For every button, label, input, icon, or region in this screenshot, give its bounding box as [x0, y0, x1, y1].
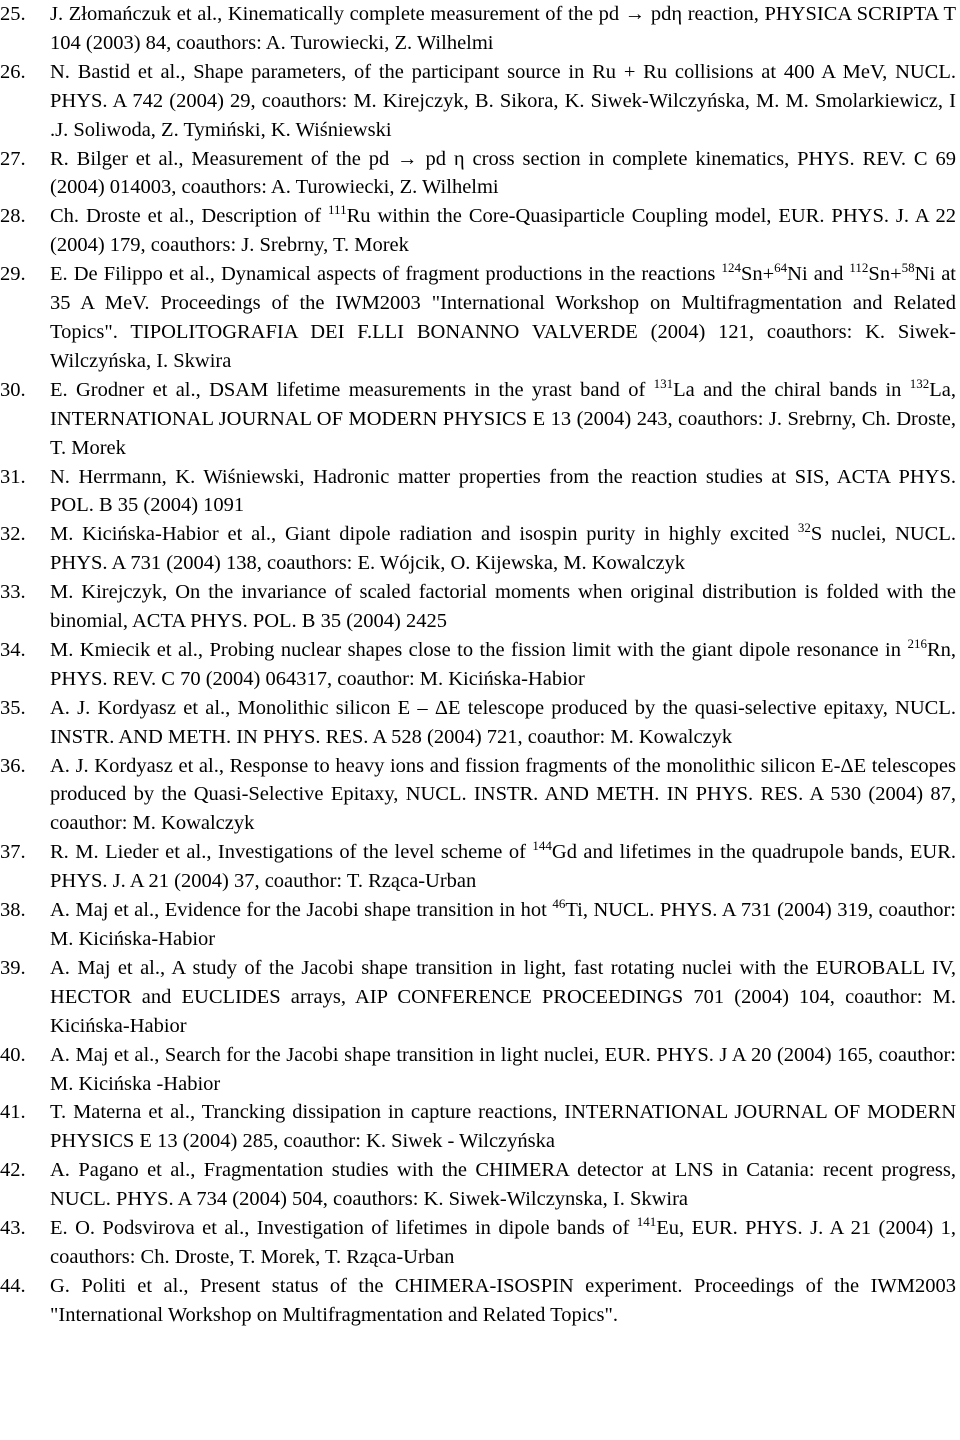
reference-item	[0, 636, 956, 694]
reference-number: 26.	[0, 60, 26, 83]
reference-number: 33.	[0, 581, 26, 604]
reference-item	[0, 463, 956, 521]
reference-text	[50, 578, 956, 636]
reference-number: 41.	[0, 1101, 26, 1124]
reference-number: 44.	[0, 1274, 26, 1297]
reference-number: 35.	[0, 696, 26, 719]
isotope-mass-number: 58	[901, 260, 915, 276]
isotope-mass-number: 144	[532, 838, 552, 854]
reference-text-segment: N. Herrmann, K. Wiśniewski, Hadronic matter properties from the reaction studies at SIS, ACTA PHYS. POL. B 35 (2004) 1091	[50, 465, 956, 517]
reference-item	[0, 1272, 956, 1330]
reference-number: 36.	[0, 754, 26, 777]
reference-text	[50, 376, 956, 463]
reference-item	[0, 0, 956, 58]
reference-number: 43.	[0, 1217, 26, 1240]
reference-text-segment: R. M. Lieder et al., Investigations of the level scheme of	[50, 841, 533, 864]
reference-item	[0, 1098, 956, 1156]
reference-text-segment: M. Kicińska-Habior et al., Giant dipole radiation and isospin purity in highly excited	[50, 523, 798, 546]
reference-item	[0, 954, 956, 1041]
isotope-mass-number: 111	[328, 202, 347, 218]
reference-number: 37.	[0, 841, 26, 864]
reference-text-segment: Ni and	[787, 263, 850, 286]
reference-number: 29.	[0, 263, 26, 286]
reference-number: 42.	[0, 1159, 26, 1182]
isotope-mass-number: 131	[653, 375, 674, 391]
reference-number: 30.	[0, 378, 26, 401]
reference-text	[50, 260, 956, 376]
reference-item	[0, 1214, 956, 1272]
reference-number: 38.	[0, 899, 26, 922]
reference-number: 32.	[0, 523, 26, 546]
reference-text	[50, 1156, 956, 1214]
reference-item	[0, 376, 956, 463]
reference-text	[50, 1272, 956, 1330]
isotope-mass-number: 46	[552, 896, 566, 912]
reference-text-segment: La and the chiral bands in	[673, 378, 910, 401]
reference-text-segment: Ni at 35 A MeV. Proceedings of the IWM2003 "International Workshop on Multifragmentation and Related Topics". TIPOLITOGRAFIA DEI F.LLI BONANNO VALVERDE (2004) 121, coauthors: K. Siwek-Wilczyńska, I. Skwira	[50, 263, 956, 372]
reference-text	[50, 1214, 956, 1272]
reference-text-segment: N. Bastid et al., Shape parameters, of the participant source in Ru + Ru collisions at 400 A MeV, NUCL. PHYS. A 742 (2004) 29, coauthors: M. Kirejczyk, B. Sikora, K. Siwek-Wilczyńska, M. M. Smolarkiewicz, I .J. Soliwoda, Z. Tymiński, K. Wiśniewski	[50, 60, 956, 141]
reference-text-segment: M. Kirejczyk, On the invariance of scaled factorial moments when original distribution is folded with the binomial, ACTA PHYS. POL. B 35 (2004) 2425	[50, 581, 956, 633]
reference-text	[50, 838, 956, 896]
reference-number: 28.	[0, 205, 26, 228]
reference-text-segment: J. Złomańczuk et al., Kinematically complete measurement of the pd → pdη reaction, PHYSICA SCRIPTA T 104 (2003) 84, coauthors: A. Turowiecki, Z. Wilhelmi	[50, 3, 956, 54]
reference-text-segment: Ti, NUCL. PHYS. A 731 (2004) 319, coauthor: M. Kicińska-Habior	[50, 899, 956, 950]
reference-text-segment: Gd and lifetimes in the quadrupole bands, EUR. PHYS. J. A 21 (2004) 37, coauthor: T. Rząca-Urban	[50, 841, 956, 893]
reference-text	[50, 896, 956, 954]
reference-text	[50, 1098, 956, 1156]
reference-text	[50, 1041, 956, 1099]
reference-item	[0, 260, 956, 376]
reference-item	[0, 838, 956, 896]
reference-text	[50, 145, 956, 203]
reference-text-segment: A. Maj et al., Evidence for the Jacobi shape transition in hot	[50, 899, 553, 922]
reference-item	[0, 694, 956, 752]
reference-item	[0, 1156, 956, 1214]
reference-number: 40.	[0, 1043, 26, 1066]
reference-number: 31.	[0, 465, 26, 488]
reference-text-segment: A. Maj et al., A study of the Jacobi shape transition in light, fast rotating nuclei with the EUROBALL IV, HECTOR and EUCLIDES arrays, AIP CONFERENCE PROCEEDINGS 701 (2004) 104, coauthor: M. Kicińska-Habior	[50, 956, 956, 1037]
reference-item	[0, 1041, 956, 1099]
reference-number: 34.	[0, 638, 26, 661]
isotope-mass-number: 124	[721, 260, 741, 276]
isotope-mass-number: 32	[797, 520, 811, 536]
reference-text-segment: La, INTERNATIONAL JOURNAL OF MODERN PHYSICS E 13 (2004) 243, coauthors: J. Srebrny, Ch. Droste, T. Morek	[50, 378, 957, 459]
reference-text-segment: E. De Filippo et al., Dynamical aspects of fragment productions in the reactions	[50, 263, 722, 286]
reference-text-segment: Ru within the Core-Quasiparticle Coupling model, EUR. PHYS. J. A 22 (2004) 179, coauthors: J. Srebrny, T. Morek	[50, 205, 956, 257]
reference-text	[50, 954, 956, 1041]
reference-text-segment: Rn, PHYS. REV. C 70 (2004) 064317, coauthor: M. Kicińska-Habior	[50, 638, 956, 690]
reference-number: 25.	[0, 3, 26, 25]
reference-text-segment: A. J. Kordyasz et al., Response to heavy ions and fission fragments of the monolithic silicon E-ΔE telescopes produced by the Quasi-Selective Epitaxy, NUCL. INSTR. AND METH. IN PHYS. RES. A 530 (2004) 87, coauthor: M. Kowalczyk	[50, 754, 956, 835]
reference-text	[50, 58, 956, 145]
isotope-mass-number: 112	[849, 260, 869, 276]
reference-item	[0, 145, 956, 203]
reference-text-segment: Sn+	[868, 263, 902, 286]
isotope-mass-number: 132	[909, 375, 930, 391]
isotope-mass-number: 141	[636, 1214, 657, 1230]
isotope-mass-number: 216	[907, 635, 927, 651]
reference-item	[0, 202, 956, 260]
reference-text	[50, 202, 956, 260]
reference-text-segment: A. Pagano et al., Fragmentation studies with the CHIMERA detector at LNS in Catania: recent progress, NUCL. PHYS. A 734 (2004) 504, coauthors: K. Siwek-Wilczynska, I. Skwira	[50, 1159, 956, 1211]
reference-text-segment: T. Materna et al., Trancking dissipation in capture reactions, INTERNATIONAL JOURNAL OF MODERN PHYSICS E 13 (2004) 285, coauthor: K. Siwek - Wilczyńska	[50, 1101, 956, 1153]
reference-text-segment: Ch. Droste et al., Description of	[50, 205, 329, 228]
reference-text	[50, 752, 956, 839]
reference-text-segment: G. Politi et al., Present status of the CHIMERA-ISOSPIN experiment. Proceedings of the IWM2003 "International Workshop on Multifragmentation and Related Topics".	[50, 1274, 956, 1326]
reference-text	[50, 520, 956, 578]
isotope-mass-number: 64	[774, 260, 788, 276]
reference-text-segment: S nuclei, NUCL. PHYS. A 731 (2004) 138, coauthors: E. Wójcik, O. Kijewska, M. Kowalczyk	[50, 523, 956, 575]
reference-item	[0, 752, 956, 839]
reference-item	[0, 520, 956, 578]
reference-item	[0, 896, 956, 954]
reference-text-segment: E. Grodner et al., DSAM lifetime measurements in the yrast band of	[50, 378, 654, 401]
reference-text-segment: R. Bilger et al., Measurement of the pd → pd η cross section in complete kinematics, PHYS. REV. C 69 (2004) 014003, coauthors: A. Turowiecki, Z. Wilhelmi	[50, 147, 956, 199]
reference-item	[0, 58, 956, 145]
reference-text-segment: A. Maj et al., Search for the Jacobi shape transition in light nuclei, EUR. PHYS. J A 20 (2004) 165, coauthor: M. Kicińska -Habior	[50, 1043, 956, 1095]
reference-text	[50, 694, 956, 752]
reference-text-segment: M. Kmiecik et al., Probing nuclear shapes close to the fission limit with the giant dipole resonance in	[50, 638, 908, 661]
reference-text	[50, 0, 956, 58]
reference-text-segment: E. O. Podsvirova et al., Investigation of lifetimes in dipole bands of	[50, 1217, 637, 1240]
reference-number: 39.	[0, 956, 26, 979]
reference-text	[50, 636, 956, 694]
reference-text-segment: Sn+	[740, 263, 775, 286]
reference-text-segment: Eu, EUR. PHYS. J. A 21 (2004) 1, coauthors: Ch. Droste, T. Morek, T. Rząca-Urban	[50, 1217, 956, 1268]
reference-text	[50, 463, 956, 521]
reference-item	[0, 578, 956, 636]
reference-number: 27.	[0, 147, 26, 170]
reference-text-segment: A. J. Kordyasz et al., Monolithic silicon E – ΔE telescope produced by the quasi-selective epitaxy, NUCL. INSTR. AND METH. IN PHYS. RES. A 528 (2004) 721, coauthor: M. Kowalczyk	[50, 696, 956, 748]
